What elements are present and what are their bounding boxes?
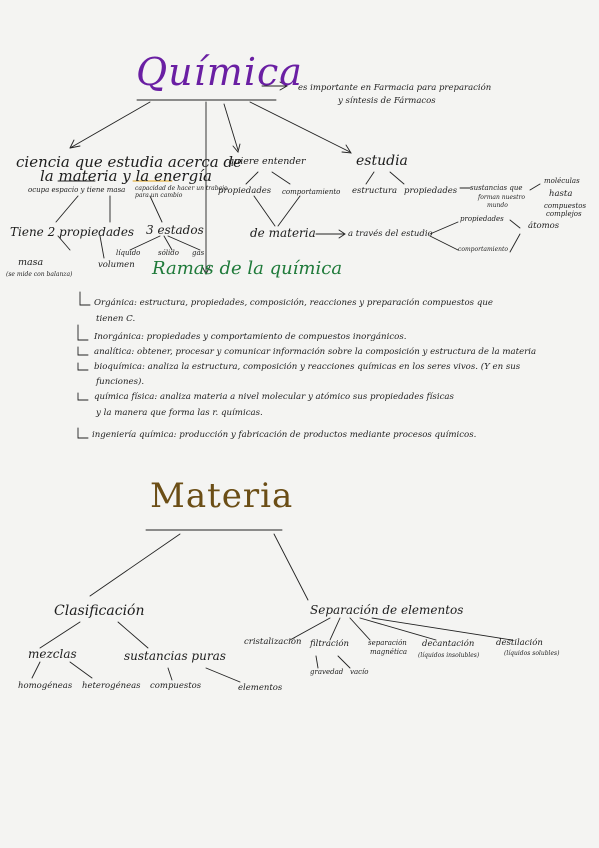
mid-propiedades: propiedades bbox=[218, 186, 272, 196]
rama-fisica-2: y la manera que forma las r. químicas. bbox=[96, 408, 263, 418]
right-sustancias: sustancias que bbox=[470, 184, 523, 192]
branch-left bbox=[70, 102, 150, 148]
vacio-label: vacío bbox=[350, 668, 369, 676]
mid-de-materia: de materia bbox=[250, 226, 316, 240]
rama-organica-2: tienen C. bbox=[96, 314, 136, 324]
right-moleculas: moléculas bbox=[544, 177, 580, 185]
left-propiedades: Tiene 2 propiedades bbox=[10, 225, 135, 239]
separacion-label: Separación de elementos bbox=[310, 603, 464, 617]
clasificacion-label: Clasificación bbox=[54, 603, 145, 619]
branch-estudia bbox=[250, 102, 350, 152]
left-sub1: ocupa espacio y tiene masa bbox=[28, 186, 126, 194]
right-comportamiento2: comportamiento bbox=[458, 246, 509, 253]
materia-title: Materia bbox=[150, 476, 294, 516]
right-compuestos: compuestos bbox=[544, 202, 587, 210]
branch-quiere bbox=[224, 104, 238, 150]
heterogeneas-label: heterogéneas bbox=[82, 681, 141, 691]
rama-bioquimica-2: funciones). bbox=[96, 377, 145, 387]
left-line2: la materia y la energía bbox=[40, 167, 212, 185]
right-atomos: átomos bbox=[528, 221, 560, 231]
right-propiedades: propiedades bbox=[404, 186, 458, 196]
mid-comportamiento: comportamiento bbox=[282, 188, 341, 196]
rama-fisica-1: química física: analiza materia a nivel molecular y atómico sus propiedades físicas bbox=[94, 392, 454, 402]
sustancias-puras-label: sustancias puras bbox=[124, 649, 226, 663]
mid-quiere: quiere entender bbox=[228, 156, 306, 167]
left-estados: 3 estados bbox=[146, 223, 204, 237]
left-liquido: líquido bbox=[116, 249, 141, 257]
homogeneas-label: homogéneas bbox=[18, 681, 73, 691]
branch-separacion bbox=[274, 534, 308, 600]
cristalizacion-label: cristalización bbox=[244, 637, 302, 647]
left-line1: ciencia que estudia acerca de bbox=[16, 153, 242, 171]
left-volumen: volumen bbox=[98, 260, 135, 270]
filtracion-label: filtración bbox=[310, 639, 350, 649]
left-masa: masa bbox=[18, 257, 44, 268]
quimica-title: Química bbox=[136, 50, 303, 94]
mid-a-traves: a través del estudio bbox=[348, 229, 433, 239]
right-estudia: estudia bbox=[356, 153, 408, 169]
gravedad-label: gravedad bbox=[310, 668, 344, 676]
elementos-label: elementos bbox=[238, 683, 283, 693]
right-complejos: complejos bbox=[546, 210, 582, 218]
right-mundo: mundo bbox=[487, 202, 508, 209]
quimica-note-line1: es importante en Farmacia para preparación bbox=[298, 83, 492, 93]
right-propiedades2: propiedades bbox=[460, 215, 504, 223]
compuestos-label: compuestos bbox=[150, 681, 202, 691]
right-estructura: estructura bbox=[352, 186, 398, 196]
separacion-magnetica-2: magnética bbox=[370, 648, 408, 656]
rama-organica-1: Orgánica: estructura, propiedades, composición, reacciones y preparación compuestos que bbox=[94, 298, 493, 308]
branch-clasificacion bbox=[90, 534, 180, 596]
mezclas-label: mezclas bbox=[28, 647, 77, 661]
left-masa-note: (se mide con balanza) bbox=[6, 271, 73, 278]
decantacion-label: decantación bbox=[422, 639, 475, 649]
destilacion-note: (líquidos solubles) bbox=[504, 650, 560, 657]
left-gas: gas bbox=[192, 249, 205, 257]
ramas-title: Ramas de la química bbox=[152, 258, 343, 279]
right-hasta: hasta bbox=[549, 189, 573, 199]
destilacion-label: destilación bbox=[496, 638, 543, 648]
rama-bioquimica-1: bioquímica: analiza la estructura, composición y reacciones químicas en los seres vivos. (Y en sus bbox=[94, 362, 521, 372]
separacion-magnetica-1: separación bbox=[368, 639, 407, 647]
right-forman: forman nuestro bbox=[478, 194, 525, 201]
rama-inorganica: Inorgánica: propiedades y comportamiento de compuestos inorgánicos. bbox=[94, 332, 407, 342]
rama-analitica: analítica: obtener, procesar y comunicar información sobre la composición y estructura de la materia bbox=[94, 347, 537, 357]
rama-ingenieria: ingeniería química: producción y fabricación de productos mediante procesos químicos. bbox=[92, 430, 477, 440]
left-solido: sólido bbox=[158, 249, 179, 257]
decantacion-note: (líquidos insolubles) bbox=[418, 652, 480, 659]
quimica-note-line2: y síntesis de Fármacos bbox=[338, 96, 436, 106]
left-sub2: capacidad de hacer un trabajo para un cambio bbox=[135, 185, 228, 199]
